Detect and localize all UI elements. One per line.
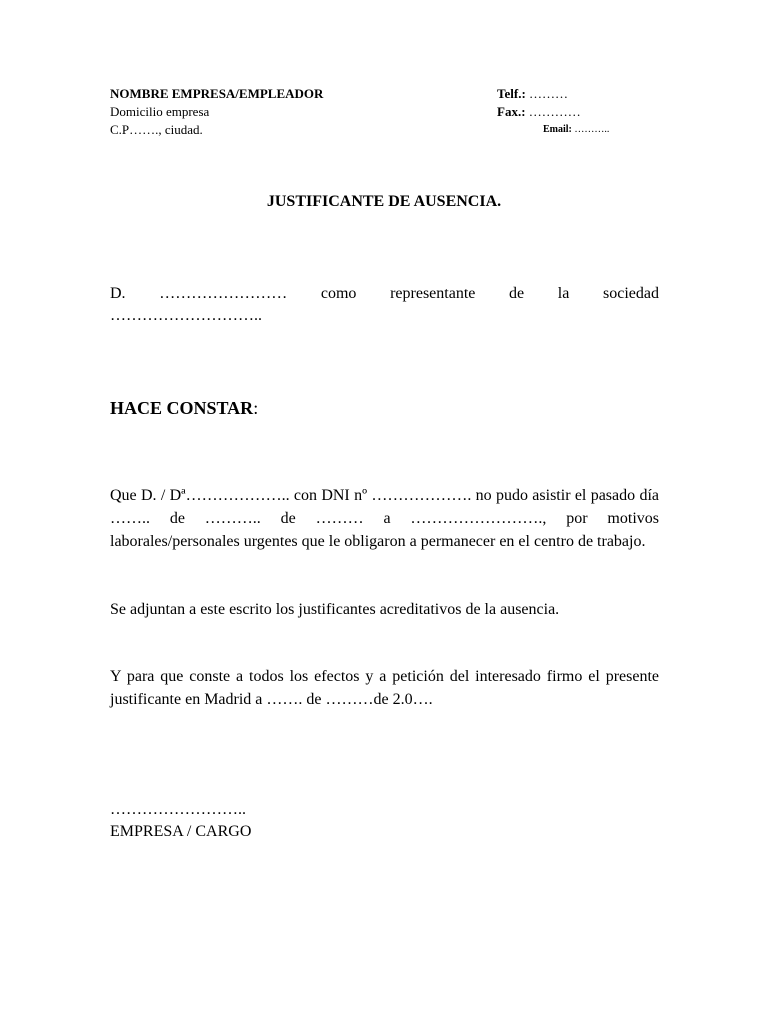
email-value: ………..: [571, 124, 610, 135]
representative-line: [110, 282, 659, 305]
company-name: NOMBRE EMPRESA/EMPLEADOR: [110, 86, 324, 101]
phone-label: Telf.:: [497, 86, 526, 101]
hace-constar-label: HACE CONSTAR: [110, 398, 254, 418]
rep-word: como: [320, 285, 357, 302]
paragraph-absence: Que D. / Dª……………….. con DNI nº ………………. no pudo asistir el pasado día …….. de ……….. de ……… a ……………………., por motivos laborales/personales urgentes que le obligaron a permanecer en el centro de trabajo.: [110, 487, 659, 550]
representative-line-2: ………………………..: [110, 307, 262, 324]
email-label: Email:: [543, 124, 572, 135]
fax-line: [497, 103, 581, 120]
phone-value: ………: [525, 86, 569, 101]
signature-role: EMPRESA / CARGO: [110, 823, 252, 840]
paragraph-closing: Y para que conste a todos los efectos y a petición del interesado firmo el presente justificante en Madrid a ……. de ………de 2.0….: [110, 668, 659, 708]
rep-word: D.: [110, 285, 126, 302]
rep-word: la: [557, 285, 570, 302]
hace-constar-colon: :: [253, 398, 259, 418]
rep-word: representante: [390, 285, 476, 302]
rep-word: de: [509, 285, 525, 302]
company-postal-city: C.P……., ciudad.: [110, 122, 203, 137]
fax-value: …………: [525, 104, 581, 119]
rep-word: ……………………: [159, 285, 288, 302]
signature-dots: ……………………..: [110, 801, 246, 818]
hace-constar-heading: [110, 396, 258, 420]
rep-word: sociedad: [602, 285, 659, 302]
email-line: [543, 123, 609, 137]
phone-line: [497, 85, 568, 102]
company-address: Domicilio empresa: [110, 104, 210, 119]
paragraph-attachments: Se adjuntan a este escrito los justificantes acreditativos de la ausencia.: [110, 601, 560, 618]
fax-label: Fax.:: [497, 104, 526, 119]
document-title: JUSTIFICANTE DE AUSENCIA.: [266, 193, 502, 210]
